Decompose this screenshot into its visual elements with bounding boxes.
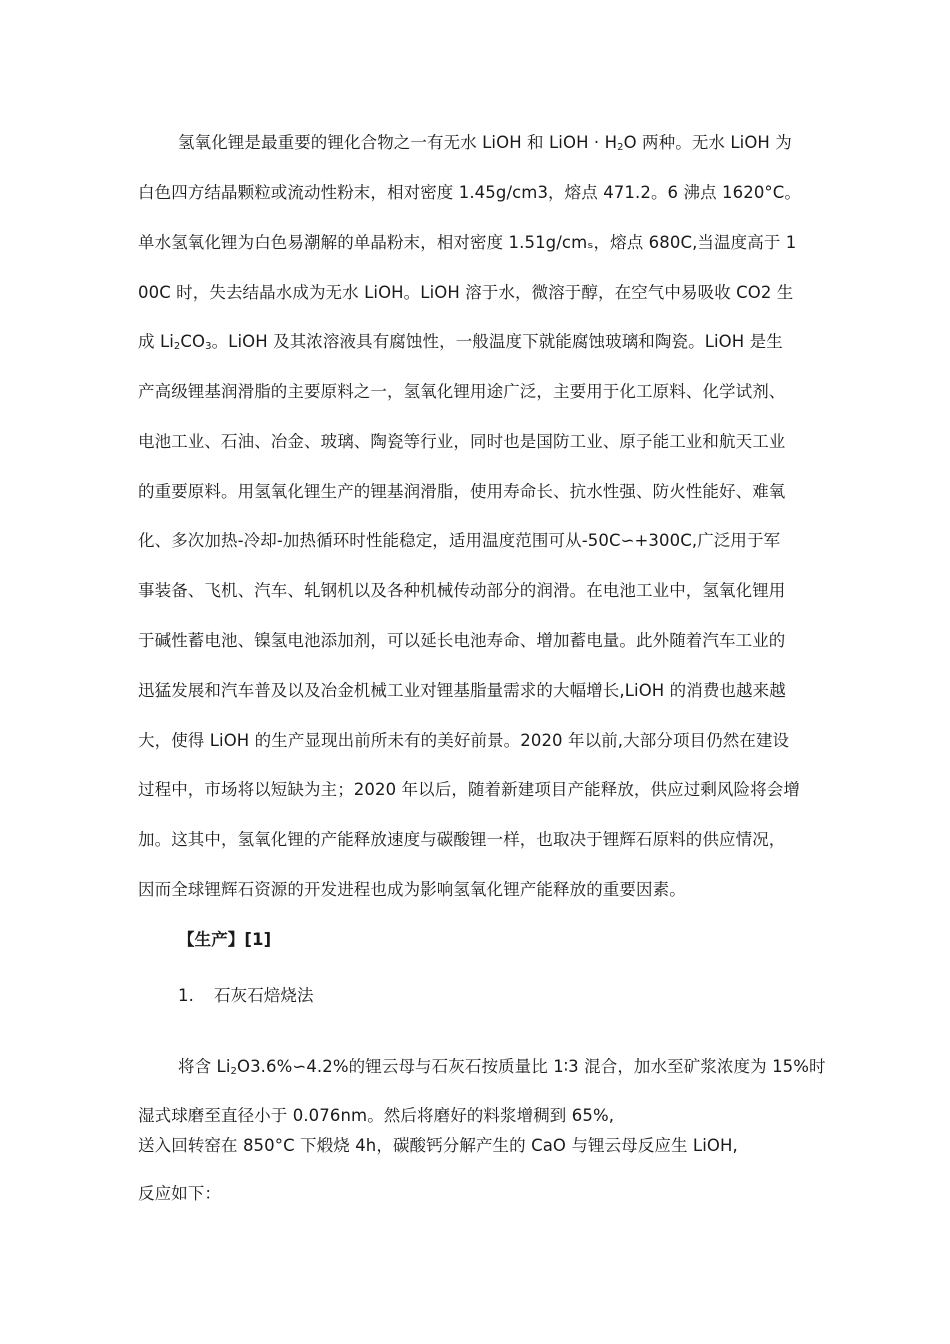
list-item-number: 1. (178, 986, 194, 1005)
paragraph1-line-12: 迅猛发展和汽车普及以及冶金机械工业对锂基脂量需求的大幅增长,LiOH 的消费也越来越 (138, 681, 786, 700)
paragraph1-line-5: 成 $Li_2CO_3$。LiOH 及其浓溶液具有腐蚀性，一般温度下就能腐蚀玻璃和陶瓷。LiOH 是生 (138, 332, 783, 352)
section-heading: 【生产】[1] (178, 930, 272, 949)
paragraph1-line-9: 化、多次加热-冷却-加热循环时性能稳定，适用温度范围可从-50C∽+300C,广泛用于军 (138, 531, 781, 550)
paragraph1-line-13: 大，使得 LiOH 的生产显现出前所未有的美好前景。2020 年以前,大部分项目仍然在建设 (138, 731, 790, 750)
paragraph1-line-6: 产高级锂基润滑脂的主要原料之一，氢氧化锂用途广泛，主要用于化工原料、化学试剂、 (138, 382, 786, 401)
list-item-text: 石灰石焙烧法 (214, 986, 314, 1005)
paragraph2-line-4: 反应如下： (138, 1184, 221, 1203)
paragraph1-line-1: 氢氧化锂是最重要的锂化合物之一有无水 LiOH 和 LiOH · $H_2O$ 两种。无水 LiOH 为 (178, 133, 792, 153)
paragraph1-line-11: 于碱性蓄电池、镍氢电池添加剂，可以延长电池寿命、增加蓄电量。此外随着汽车工业的 (138, 631, 786, 650)
paragraph1-line-14: 过程中，市场将以短缺为主；2020 年以后，随着新建项目产能释放，供应过剩风险将会增 (138, 780, 800, 799)
paragraph1-line-10: 事装备、飞机、汽车、轧钢机以及各种机械传动部分的润滑。在电池工业中，氢氧化锂用 (138, 581, 786, 600)
paragraph1-line-15: 加。这其中，氢氧化锂的产能释放速度与碳酸锂一样，也取决于锂辉石原料的供应情况， (138, 830, 786, 849)
paragraph1-line-16: 因而全球锂辉石资源的开发进程也成为影响氢氧化锂产能释放的重要因素。 (138, 880, 686, 899)
paragraph2-line-2: 湿式球磨至直径小于 0.076nm。然后将磨好的料浆增稠到 65%, (138, 1106, 615, 1125)
paragraph1-line-7: 电池工业、石油、冶金、玻璃、陶瓷等行业，同时也是国防工业、原子能工业和航天工业 (138, 432, 786, 451)
paragraph1-line-4: 00C 时，失去结晶水成为无水 LiOH。LiOH 溶于水，微溶于醇，在空气中易吸收 CO2 生 (138, 283, 794, 302)
paragraph1-line-8: 的重要原料。用氢氧化锂生产的锂基润滑脂，使用寿命长、抗水性强、防火性能好、难氧 (138, 482, 786, 501)
paragraph2-line-3: 送入回转窑在 850°C 下煅烧 4h，碳酸钙分解产生的 CaO 与锂云母反应生 LiOH, (138, 1136, 738, 1155)
paragraph2-line-1: 将含 $Li_2O3.6\%∽4.2\%$的锂云母与石灰石按质量比 1∶3 混合，加水至矿浆浓度为 15%时 (178, 1057, 826, 1077)
paragraph1-line-3: 单水氢氧化锂为白色易潮解的单晶粉末，相对密度 1.51g/cmₛ，熔点 680C,当温度高于 1 (138, 233, 797, 252)
paragraph1-line-2: 白色四方结晶颗粒或流动性粉末，相对密度 1.45g/cm3，熔点 471.2。6 沸点 1620°C。 (138, 183, 801, 202)
